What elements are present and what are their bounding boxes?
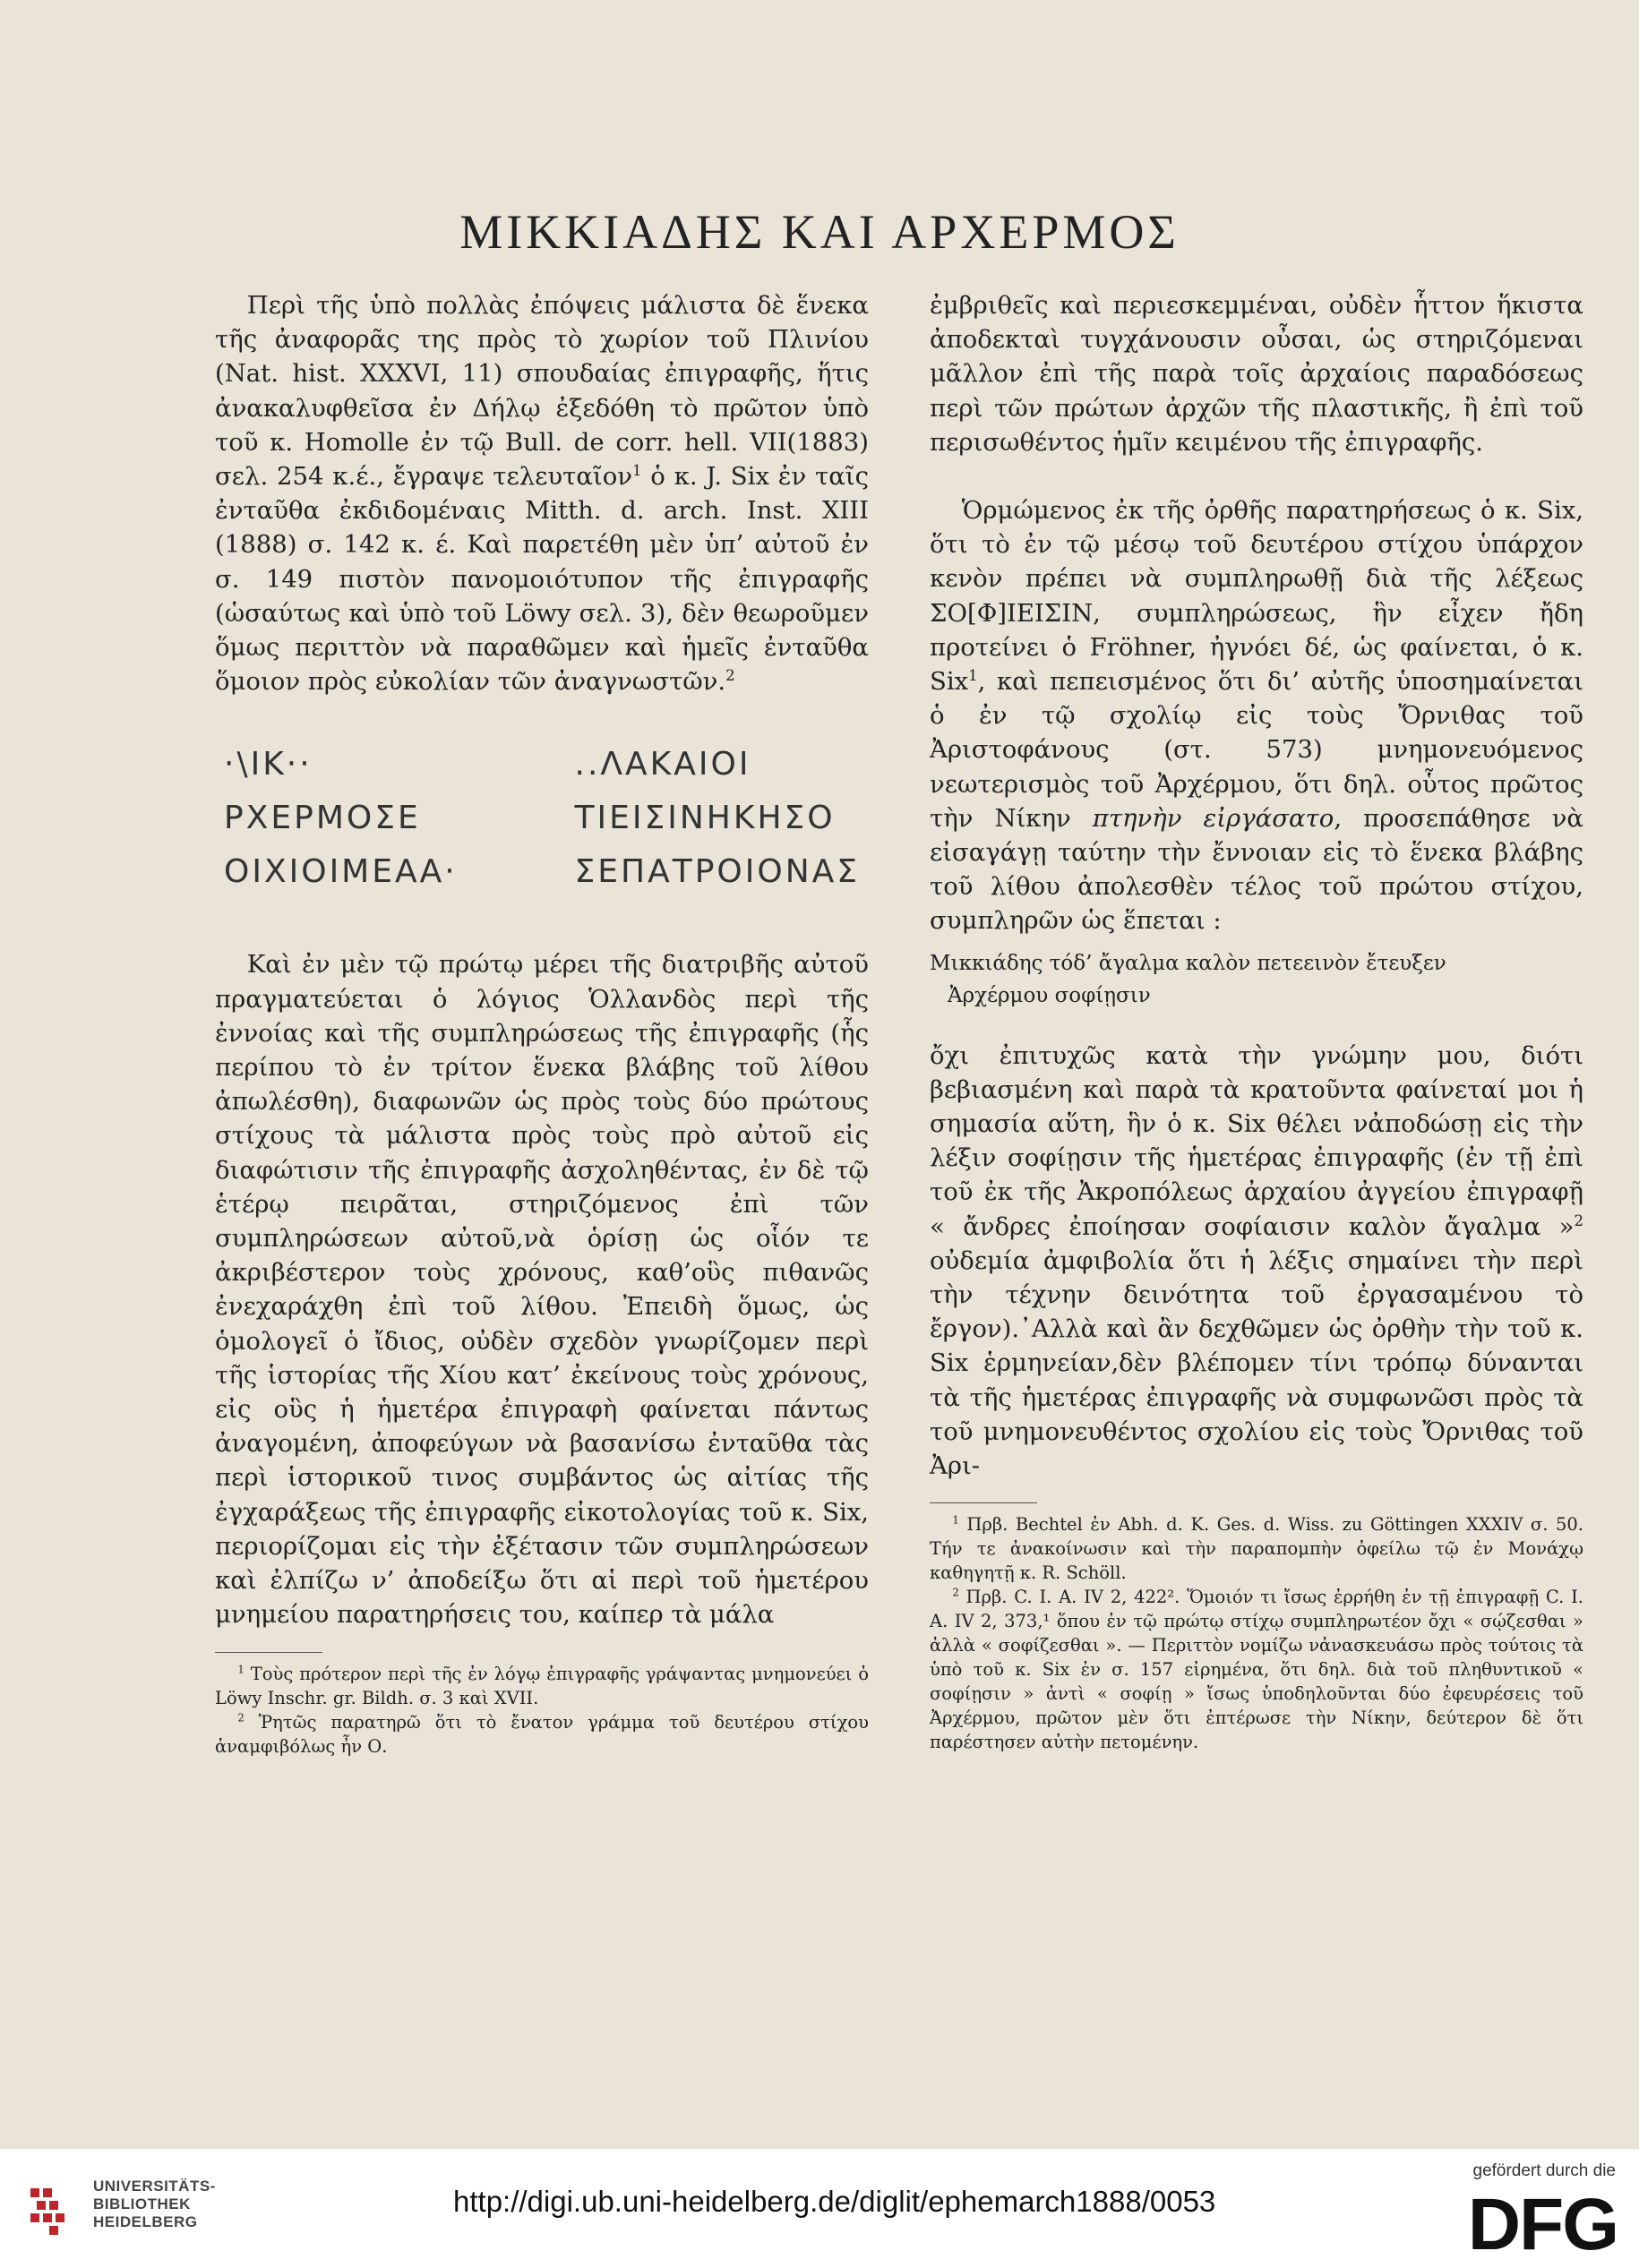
verse-line: Μικκιάδης τόδ’ ἄγαλμα καλὸν πετεεινὸν ἔτευξεν: [930, 951, 1446, 975]
left-column: [215, 288, 869, 1759]
footnote-ref: 2: [725, 667, 735, 685]
inscription-left-column: [224, 738, 458, 908]
verse-quotation: [930, 947, 1583, 1012]
paragraph: Περὶ τῆς ὑπὸ πολλὰς ἐπόψεις μάλιστα δὲ ἕνεκα τῆς ἀναφορᾶς της πρὸς τὸ χωρίον τοῦ Πλινίου (Nat. hist. XXXVI, 11) σπουδαίας ἐπιγραφῆς, ἥτις ἀνακαλυφθεῖσα ἐν Δήλῳ ἐξεδόθη τὸ πρῶτον ὑπὸ τοῦ κ. Homolle ἐν τῷ Bull. de corr. hell. VII(1883) σελ. 254 κ.έ., ἔγραψε τελευταῖον$^1$ ὁ κ. J. Six ἐν ταῖς ἐνταῦθα ἐκδιδομέναις Mitth. d. arch. Inst. XIII (1888) σ. 142 κ. έ. Καὶ παρετέθη μὲν ὑπ’ αὐτοῦ ἐν σ. 149 πιστὸν πανομοιότυπον τῆς ἐπιγραφῆς (ὡσαύτως καὶ ὑπὸ τοῦ Löwy σελ. 3), δὲν θεωροῦμεν ὅμως περιττὸν νὰ παραθῶμεν καὶ ἡμεῖς ἐνταῦθα ὅμοιον πρὸς εὐκολίαν τῶν ἀναγνωστῶν.$^2$: [215, 291, 869, 697]
inscription-line: ..ΛΑΚΑΙΟΙ: [574, 746, 751, 783]
inscription-right-column: [575, 738, 860, 908]
source-url-link[interactable]: http://digi.ub.uni-heidelberg.de/diglit/ephemarch1888/0053: [453, 2185, 1216, 2218]
sponsor-label: gefördert durch die: [1472, 2161, 1616, 2180]
inscription-line: ΟΙΧΙΟΙΜΕΑΑ⋅: [224, 853, 458, 891]
dfg-logo: DFG: [1467, 2184, 1618, 2265]
paragraph: Ὁρμώμενος ἐκ τῆς ὀρθῆς παρατηρήσεως ὁ κ. Six, ὅτι τὸ ἐν τῷ μέσῳ τοῦ δευτέρου στίχου ὑπάρχον κενὸν πρέπει νὰ συμπληρωθῇ διὰ τῆς λέξεως ΣΟ[Φ]ΙΕΙΣΙΝ, συμπληρώσεως, ἣν εἶχεν ἤδη προτείνει ὁ Fröhner, ἠγνόει δέ, ὡς φαίνεται, ὁ κ. Six$^1$, καὶ πεπεισμένος ὅτι δι’ αὐτῆς ὑποσημαίνεται ὁ ἐν τῷ σχολίῳ εἰς τοὺς Ὄρνιθας τοῦ Ἀριστοφάνους (στ. 573) μνημονευόμενος νεωτερισμὸς τοῦ Ἀρχέρμου, ὅτι δηλ. οὗτος πρῶτος τὴν Νίκην πτηνὴν εἰργάσατο, προσεπάθησε νὰ εἰσαγάγῃ ταύτην τὴν ἔννοιαν εἰς τὸ ἕνεκα βλάβης τοῦ λίθου ἀπολεσθὲν τέλος τοῦ πρώτου στίχου, συμπληρῶν ὡς ἕπεται :: [930, 496, 1583, 936]
right-column: [930, 288, 1583, 1754]
inscription-line: ΤΙΕΙΣΙΝΗΚΗΣΟ: [574, 800, 836, 837]
inscription-facsimile: [215, 738, 869, 908]
paragraph: ἐμβριθεῖς καὶ περιεσκεμμέναι, οὐδὲν ἧττον ἥκιστα ἀποδεκταὶ τυγχάνουσιν οὖσαι, ὡς στηριζόμεναι μᾶλλον ἐπὶ τῆς παρὰ τοῖς ἀρχαίοις παραδόσεως περὶ τῶν πρώτων ἀρχῶν τῆς πλαστικῆς, ἢ ἐπὶ τοῦ περισωθέντος ἡμῖν κειμένου τῆς ἐπιγραφῆς.: [930, 291, 1583, 457]
inscription-line: ⋅\ΙΚ⋅⋅: [224, 746, 313, 783]
verse-line: Ἀρχέρμου σοφίῃσιν: [948, 983, 1151, 1007]
footnote: $^1$ Τοὺς πρότερον περὶ τῆς ἐν λόγῳ ἐπιγραφῆς γράψαντας μνημονεύει ὁ Löwy Inschr. gr. Bildh. σ. 3 καὶ XVII.: [215, 1663, 869, 1708]
footnote-divider: [215, 1652, 322, 1653]
inscription-line: ΣΕΠΑΤΡΟΙΟΝΑΣ: [574, 853, 860, 891]
paragraph: Καὶ ἐν μὲν τῷ πρώτῳ μέρει τῆς διατριβῆς αὐτοῦ πραγματεύεται ὁ λόγιος Ὁλλανδὸς περὶ τῆς ἐννοίας καὶ τῆς συμπληρώσεως τῆς ἐπιγραφῆς (ἧς περίπου τὸ ἐν τρίτον ἕνεκα βλάβης τοῦ λίθου ἀπωλέσθη), διαφωνῶν ὡς πρὸς τοὺς δύο πρώτους στίχους τὰ μάλιστα πρὸς τοὺς πρὸ αὐτοῦ εἰς διαφώτισιν τῆς ἐπιγραφῆς ἀσχοληθέντας, ἐν δὲ τῷ ἑτέρῳ πειρᾶται, στηριζόμενος ἐπὶ τῶν συμπληρώσεων αὐτοῦ,νὰ ὁρίσῃ ὡς οἷόν τε ἀκριβέστερον τοὺς χρόνους, καθ’οὓς πιθανῶς ἐνεχαράχθη ἐπὶ τοῦ λίθου. Ἐπειδὴ ὅμως, ὡς ὁμολογεῖ ὁ ἴδιος, οὐδὲν σχεδὸν γνωρίζομεν περὶ τῆς ἱστορίας τῆς Χίου κατ’ ἐκείνους τοὺς χρόνους, εἰς οὓς ἡ ἡμετέρα ἐπιγραφὴ φαίνεται πάντως ἀναγομένη, ἀποφεύγων νὰ βασανίσω ἐνταῦθα τὰς περὶ ἱστορικοῦ τινος συμβάντος ὡς αἰτίας τῆς ἐγχαράξεως τῆς ἐπιγραφῆς εἰκοτολογίας τοῦ κ. Six, περιορίζομαι εἰς τὴν ἐξέτασιν τῶν συμπληρώσεων καὶ ἐλπίζω ν’ ἀποδείξω ὅτι αἱ περὶ τοῦ ἡμετέρου μνημείου παρατηρήσεις του, καίπερ τὰ μάλα: [215, 950, 869, 1630]
library-logo-icon: [27, 2183, 81, 2237]
library-name: UNIVERSITÄTS- BIBLIOTHEK HEIDELBERG: [93, 2178, 216, 2230]
footnote-ref: 1: [968, 666, 978, 684]
footnote: $^2$ Ῥητῶς παρατηρῶ ὅτι τὸ ἔνατον γράμμα τοῦ δευτέρου στίχου ἀναμφιβόλως ἦν Ο.: [215, 1711, 869, 1757]
footnote-ref: 2: [1574, 1211, 1583, 1229]
footnote-divider: [930, 1502, 1037, 1503]
inscription-line: ΡΧΕΡΜΟΣΕ: [224, 800, 421, 837]
footnote: $^2$ Πρβ. C. I. A. IV 2, 422². Ὅμοιόν τι ἴσως ἐρρήθη ἐν τῇ ἐπιγραφῇ C. I. A. IV 2, 373,¹ ὅπου ἐν τῷ πρώτῳ στίχῳ συμπληρωτέον ὄχι « σῴζεσθαι » ἀλλὰ « σοφίζεσθαι ». — Περιττὸν νομίζω νἀνασκευάσω πρὸς τούτοις τὰ ὑπὸ τοῦ κ. Six ἐν σ. 157 εἰρημένα, ὅτι δηλ. διὰ τοῦ πληθυντικοῦ « σοφίῃσιν » ἀντὶ « σοφίῃ » ἴσως ὑποδηλοῦνται δύο ἐφευρέσεις τοῦ Ἀρχέρμου, πρῶτον μὲν ὅτι ἐπτέρωσε τὴν Νίκην, δεύτερον δὲ ὅτι παρέστησεν αὐτὴν πετομένην.: [930, 1586, 1583, 1753]
footnote-ref: 1: [631, 461, 642, 479]
paragraph: ὄχι ἐπιτυχῶς κατὰ τὴν γνώμην μου, διότι βεβιασμένη καὶ παρὰ τὰ κρατοῦντα φαίνεταί μοι ἡ σημασία αὕτη, ἣν ὁ κ. Six θέλει νἀποδώσῃ εἰς τὴν λέξιν σοφίῃσιν τῆς ἡμετέρας ἐπιγραφῆς (ἐν τῇ ἐπὶ τοῦ ἐκ τῆς Ἀκροπόλεως ἀρχαίου ἀγγείου ἐπιγραφῇ « ἄνδρες ἐποίησαν σοφίαισιν καλὸν ἄγαλμα »$^2$ οὐδεμία ἀμφιβολία ὅτι ἡ λέξις σημαίνει τὴν περὶ τὴν τέχνην δεινότητα τοῦ ἐργασαμένου τὸ ἔργον).᾿Αλλὰ καὶ ἂν δεχθῶμεν ὡς ὀρθὴν τὴν τοῦ κ. Six ἑρμηνείαν,δὲν βλέπομεν τίνι τρόπῳ δύνανται τὰ τῆς ἡμετέρας ἐπιγραφῆς νὰ συμφωνῶσι πρὸς τὰ τοῦ μνημονευθέντος σχολίου εἰς τοὺς Ὄρνιθας τοῦ Ἀρι-: [930, 1040, 1583, 1481]
footnote: $^1$ Πρβ. Bechtel ἐν Abh. d. K. Ges. d. Wiss. zu Göttingen XXXIV σ. 50. Τήν τε ἀνακοίνωσιν καὶ τὴν παραπομπὴν ὀφείλω τῷ ἐν Μονάχῳ καθηγητῇ κ. R. Schöll.: [930, 1513, 1583, 1584]
page-title: ΜΙΚΚΙΑΔΗΣ ΚΑΙ ΑΡΧΕΡΜΟΣ: [459, 205, 1180, 259]
